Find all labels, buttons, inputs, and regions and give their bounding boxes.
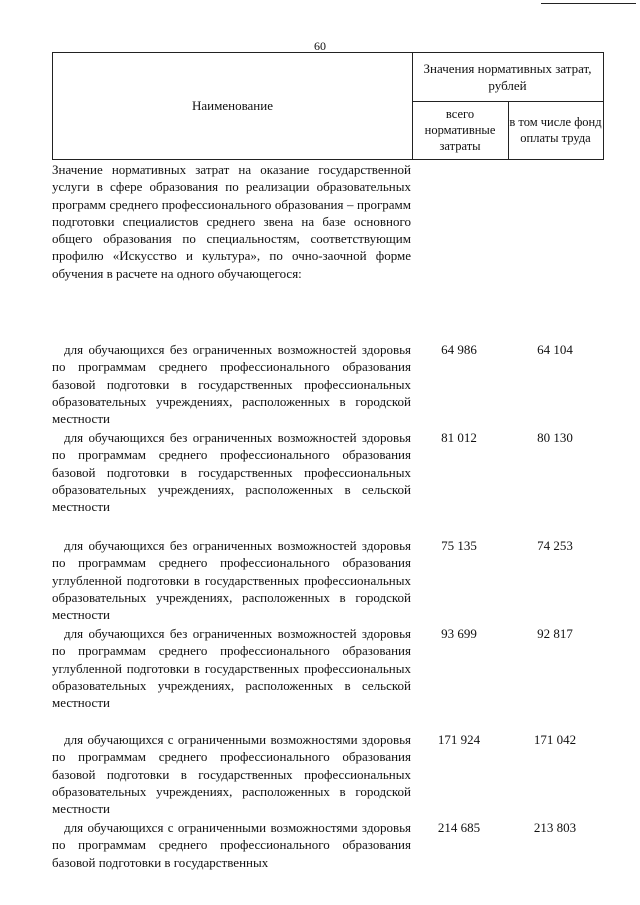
table-row-2-total: 81 012 (441, 430, 477, 445)
page-number: 60 (314, 39, 326, 53)
table-row-5-fund: 171 042 (533, 732, 577, 747)
table-row-2-fund: 80 130 (537, 430, 573, 445)
table-row-6-text: для обучающихся с ограниченными возможностями здоровья по программам среднего профессионального образования базовой подготовки в государственных (52, 820, 411, 870)
top-rule (541, 3, 636, 4)
header-total: всего нормативные затраты (412, 101, 509, 159)
header-name: Наименование (53, 53, 413, 159)
header-fund: в том числе фонд оплаты труда (509, 115, 602, 145)
table-row-3-total: 75 135 (441, 538, 477, 553)
table-row-2-text: для обучающихся без ограниченных возможностей здоровья по программам среднего профессионального образования базовой подготовки в государственных профессиональных образовательных учреждениях, расположенных в сельской местности (52, 430, 411, 515)
table-row-1-total: 64 986 (441, 342, 477, 357)
table-row-6-fund: 213 803 (533, 820, 577, 835)
table-row-4-fund: 92 817 (537, 626, 573, 641)
table-row-3-text: для обучающихся без ограниченных возможностей здоровья по программам среднего профессионального образования углубленной подготовки в государственных профессиональных образовательных учреждениях, расположенных в городской местности (52, 538, 411, 623)
table-row-4-total: 93 699 (441, 626, 477, 641)
table-row-3-fund: 74 253 (537, 538, 573, 553)
table-row-6-total: 214 685 (437, 820, 481, 835)
table-row-5-total: 171 924 (437, 732, 481, 747)
table-header (52, 52, 604, 160)
table-row-4-text: для обучающихся без ограниченных возможностей здоровья по программам среднего профессионального образования углубленной подготовки в государственных профессиональных образовательных учреждениях, расположенных в сельской местности (52, 626, 411, 711)
intro-text: Значение нормативных затрат на оказание государственной услуги в сфере образования по реализации образовательных программ среднего профессионального образования – программ подготовки специалистов среднего звена на базе основного общего образования по специальностям, соответствующим профилю «Искусство и культура», по очно-заочной форме обучения в расчете на одного обучающегося: (52, 162, 411, 281)
table-row-1-fund: 64 104 (537, 342, 573, 357)
header-values-group: Значения нормативных затрат, рублей (412, 53, 603, 102)
table-row-1-text: для обучающихся без ограниченных возможностей здоровья по программам среднего профессионального образования базовой подготовки в государственных профессиональных образовательных учреждениях, расположенных в городской местности (52, 342, 411, 427)
table-row-5-text: для обучающихся с ограниченными возможностями здоровья по программам среднего профессионального образования базовой подготовки в государственных профессиональных образовательных учреждениях, расположенных в городской местности (52, 732, 411, 817)
